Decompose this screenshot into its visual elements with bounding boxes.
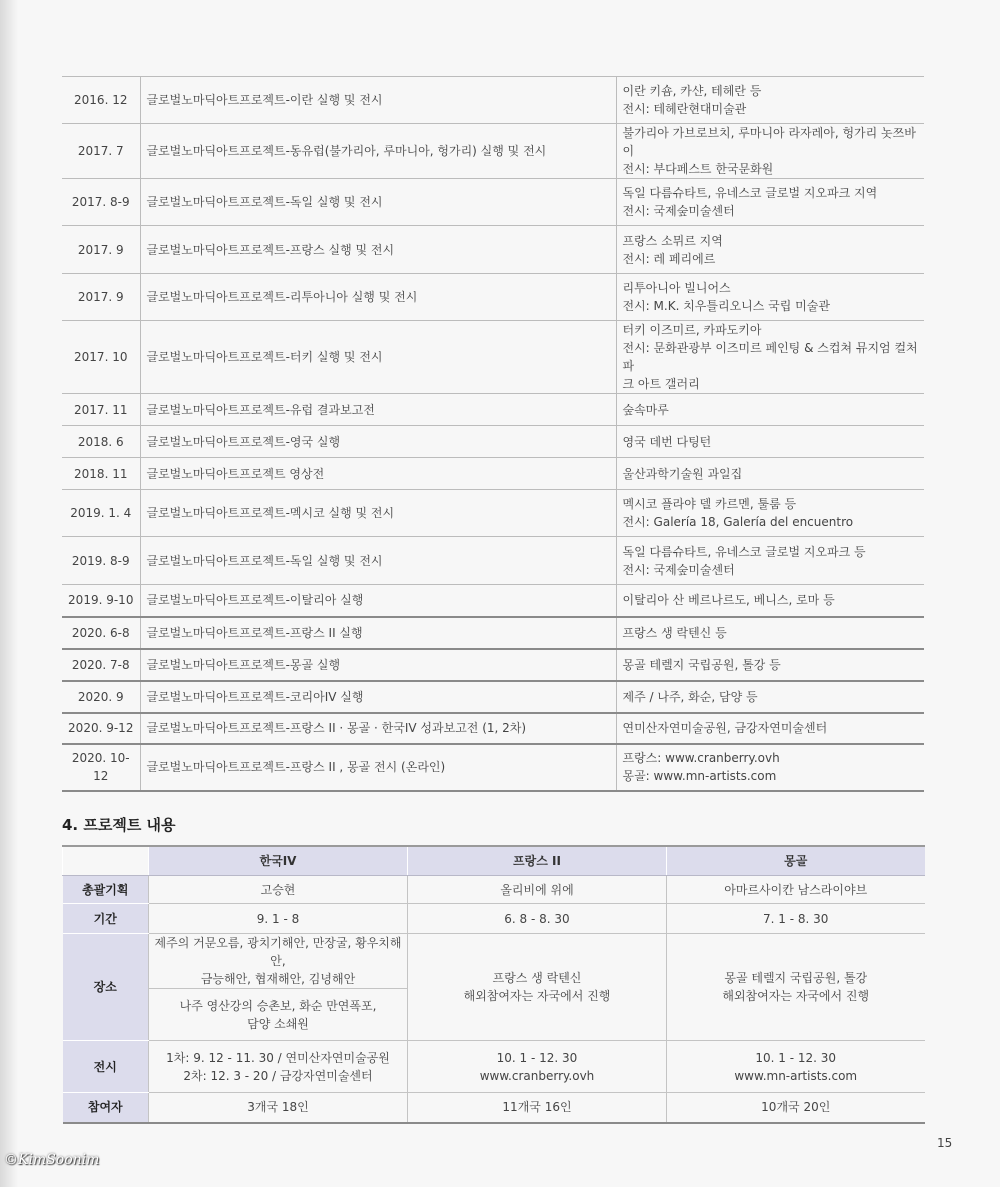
cell-line: 10. 1 - 12. 30 [496, 1050, 578, 1065]
cell-france [408, 1041, 667, 1093]
timeline-place [616, 649, 924, 681]
timeline-place [616, 179, 924, 226]
timeline-date: 2019. 1. 4 [62, 490, 140, 537]
timeline-row [62, 585, 924, 617]
timeline-row [62, 537, 924, 585]
timeline-date: 2017. 8-9 [62, 179, 140, 226]
timeline-place-line: 영국 데번 다팅턴 [622, 434, 712, 449]
timeline-place [616, 124, 924, 179]
cell-line: www.cranberry.ovh [479, 1068, 595, 1083]
page-number: 15 [937, 1136, 953, 1150]
project-header-row [63, 846, 925, 876]
cell-line: 금능해안, 협재해안, 김녕해안 [200, 972, 356, 986]
timeline-place-line: 독일 다름슈타트, 유네스코 글로벌 지오파크 지역 [622, 186, 878, 200]
section-heading: 4. 프로젝트 내용 [62, 816, 176, 834]
timeline-row [62, 274, 924, 321]
timeline-table [62, 76, 924, 792]
cell-line: 제주의 거문오름, 광치기해안, 만장굴, 황우치해안, [154, 936, 402, 968]
row-label: 장소 [63, 934, 149, 1041]
timeline-place [616, 713, 924, 744]
timeline-row [62, 744, 924, 791]
timeline-date: 2020. 6-8 [62, 617, 140, 649]
timeline-title: 글로벌노마딕아트프로젝트-멕시코 실행 및 전시 [140, 490, 616, 537]
column-korea: 한국IV [149, 846, 408, 876]
watermark: ©KimSoonim [4, 1152, 100, 1168]
timeline-title: 글로벌노마딕아트프로젝트-프랑스 II · 몽골 · 한국IV 성과보고전 (1, 2차) [140, 713, 616, 744]
timeline-title: 글로벌노마딕아트프로젝트 영상전 [140, 458, 616, 490]
timeline-date: 2020. 9-12 [62, 713, 140, 744]
timeline-date: 2017. 10 [62, 321, 140, 394]
cell-korea: 고승현 [149, 876, 408, 904]
column-mongolia: 몽골 [667, 846, 925, 876]
cell-line: 나주 영산강의 승촌보, 화순 만연폭포, [179, 998, 377, 1013]
row-participants [63, 1093, 925, 1123]
row-venue [63, 934, 925, 989]
project-table [62, 845, 925, 1124]
timeline-place-line: 독일 다름슈타트, 유네스코 글로벌 지오파크 등 [622, 544, 866, 559]
timeline-date: 2017. 9 [62, 274, 140, 321]
timeline-place-line: 터키 이즈미르, 카파도키아 [622, 323, 762, 337]
timeline-row [62, 321, 924, 394]
timeline-title: 글로벌노마딕아트프로젝트-프랑스 실행 및 전시 [140, 226, 616, 274]
cell-korea [149, 1041, 408, 1093]
cell-mongolia: 10개국 20인 [667, 1093, 925, 1123]
cell-mongolia: 7. 1 - 8. 30 [667, 904, 925, 934]
timeline-row [62, 124, 924, 179]
timeline-place-line: 전시: 테헤란현대미술관 [622, 102, 747, 116]
timeline-place-line: 리투아니아 빌니어스 [622, 281, 731, 295]
row-label: 기간 [63, 904, 149, 934]
timeline-place [616, 394, 924, 426]
cell-korea: 3개국 18인 [149, 1093, 408, 1123]
timeline-title: 글로벌노마딕아트프로젝트-독일 실행 및 전시 [140, 179, 616, 226]
timeline-row [62, 394, 924, 426]
timeline-place [616, 77, 924, 124]
timeline-place-line: 크 아트 갤러리 [622, 377, 700, 391]
timeline-row [62, 179, 924, 226]
timeline-row [62, 490, 924, 537]
timeline-place-line: 이탈리아 산 베르나르도, 베니스, 로마 등 [622, 593, 835, 608]
timeline-date: 2020. 10-12 [62, 744, 140, 791]
timeline-place [616, 458, 924, 490]
cell-mongolia: 아마르사이칸 남스라이야브 [667, 876, 925, 904]
cell-line: 프랑스 생 락텐신 [492, 971, 582, 985]
timeline-place [616, 426, 924, 458]
cell-line: 해외참여자는 자국에서 진행 [463, 989, 611, 1003]
timeline-title: 글로벌노마딕아트프로젝트-동유럽(불가리아, 루마니아, 헝가리) 실행 및 전시 [140, 124, 616, 179]
timeline-title: 글로벌노마딕아트프로젝트-영국 실행 [140, 426, 616, 458]
cell-line: www.mn-artists.com [734, 1068, 858, 1083]
cell-line: 해외참여자는 자국에서 진행 [722, 989, 870, 1003]
column-france: 프랑스 II [408, 846, 667, 876]
timeline-title: 글로벌노마딕아트프로젝트-몽골 실행 [140, 649, 616, 681]
timeline-title: 글로벌노마딕아트프로젝트-리투아니아 실행 및 전시 [140, 274, 616, 321]
cell-mongolia [667, 934, 925, 1041]
timeline-place-line: 전시: Galería 18, Galería del encuentro [622, 515, 854, 529]
timeline-place-line: 프랑스 생 락텐신 등 [622, 625, 727, 640]
timeline-title: 글로벌노마딕아트프로젝트-유럽 결과보고전 [140, 394, 616, 426]
cell-line: 담양 소쇄원 [247, 1016, 309, 1031]
timeline-place-line: 숲속마루 [622, 402, 669, 417]
timeline-place [616, 321, 924, 394]
timeline-date: 2019. 9-10 [62, 585, 140, 617]
timeline-row [62, 649, 924, 681]
timeline-place [616, 681, 924, 713]
timeline-place-line: 전시: 문화관광부 이즈미르 페인팅 & 스컵쳐 뮤지엄 컬처파 [622, 341, 918, 373]
timeline-place-line: 제주 / 나주, 화순, 담양 등 [622, 689, 758, 704]
row-label: 총괄기획 [63, 876, 149, 904]
cell-korea: 9. 1 - 8 [149, 904, 408, 934]
timeline-row [62, 713, 924, 744]
row-label: 전시 [63, 1041, 149, 1093]
timeline-title: 글로벌노마딕아트프로젝트-독일 실행 및 전시 [140, 537, 616, 585]
row-exhibition [63, 1041, 925, 1093]
timeline-place-line: 몽골 테렐지 국립공원, 톨강 등 [622, 657, 781, 672]
row-period [63, 904, 925, 934]
timeline-date: 2020. 9 [62, 681, 140, 713]
timeline-place [616, 490, 924, 537]
timeline-place-line: 몽골: www.mn-artists.com [622, 769, 777, 783]
row-director [63, 876, 925, 904]
timeline-row [62, 226, 924, 274]
timeline-date: 2016. 12 [62, 77, 140, 124]
timeline-row [62, 681, 924, 713]
cell-line: 몽골 테렐지 국립공원, 톨강 [724, 971, 868, 985]
timeline-row [62, 77, 924, 124]
timeline-date: 2020. 7-8 [62, 649, 140, 681]
timeline-place-line: 프랑스: www.cranberry.ovh [622, 751, 780, 765]
timeline-date: 2017. 9 [62, 226, 140, 274]
cell-france [408, 934, 667, 1041]
cell-korea-venue-1 [149, 934, 408, 989]
row-label: 참여자 [63, 1093, 149, 1123]
timeline-place-line: 이란 키숌, 카샨, 테헤란 등 [622, 84, 762, 98]
timeline-row [62, 617, 924, 649]
timeline-date: 2017. 11 [62, 394, 140, 426]
timeline-place-line: 울산과학기술원 과일집 [622, 466, 743, 481]
timeline-title: 글로벌노마딕아트프로젝트-이탈리아 실행 [140, 585, 616, 617]
timeline-place-line: 연미산자연미술공원, 금강자연미술센터 [622, 721, 828, 735]
cell-france: 6. 8 - 8. 30 [408, 904, 667, 934]
timeline-title: 글로벌노마딕아트프로젝트-이란 실행 및 전시 [140, 77, 616, 124]
timeline-place-line: 멕시코 플라야 델 카르멘, 툴룸 등 [622, 497, 797, 511]
timeline-place-line: 전시: M.K. 치우틀리오니스 국립 미술관 [622, 299, 830, 313]
timeline-title: 글로벌노마딕아트프로젝트-프랑스 II , 몽골 전시 (온라인) [140, 744, 616, 791]
timeline-place [616, 617, 924, 649]
timeline-row [62, 458, 924, 490]
cell-mongolia [667, 1041, 925, 1093]
timeline-place-line: 전시: 국제숲미술센터 [622, 562, 735, 577]
timeline-place [616, 585, 924, 617]
timeline-place-line: 전시: 국제숲미술센터 [622, 204, 735, 218]
timeline-place-line: 불가리아 가브로브치, 루마니아 라자레아, 헝가리 놋쯔바이 [622, 126, 916, 158]
timeline-place [616, 226, 924, 274]
timeline-place-line: 프랑스 소뮈르 지역 [622, 233, 723, 248]
timeline-date: 2018. 6 [62, 426, 140, 458]
page-edge-shadow [0, 0, 18, 1187]
timeline-row [62, 426, 924, 458]
timeline-title: 글로벌노마딕아트프로젝트-코리아IV 실행 [140, 681, 616, 713]
cell-line: 2차: 12. 3 - 20 / 금강자연미술센터 [183, 1068, 373, 1083]
timeline-date: 2018. 11 [62, 458, 140, 490]
timeline-place-line: 전시: 부다페스트 한국문화원 [622, 162, 774, 176]
timeline-place-line: 전시: 레 페리에르 [622, 251, 716, 266]
timeline-place [616, 744, 924, 791]
cell-line: 1차: 9. 12 - 11. 30 / 연미산자연미술공원 [166, 1050, 390, 1065]
header-corner [63, 846, 149, 876]
cell-line: 10. 1 - 12. 30 [755, 1050, 837, 1065]
cell-korea-venue-2 [149, 989, 408, 1041]
timeline-title: 글로벌노마딕아트프로젝트-프랑스 II 실행 [140, 617, 616, 649]
timeline-date: 2017. 7 [62, 124, 140, 179]
cell-france: 11개국 16인 [408, 1093, 667, 1123]
cell-france: 올리비에 위에 [408, 876, 667, 904]
timeline-date: 2019. 8-9 [62, 537, 140, 585]
timeline-place [616, 274, 924, 321]
timeline-place [616, 537, 924, 585]
timeline-title: 글로벌노마딕아트프로젝트-터키 실행 및 전시 [140, 321, 616, 394]
